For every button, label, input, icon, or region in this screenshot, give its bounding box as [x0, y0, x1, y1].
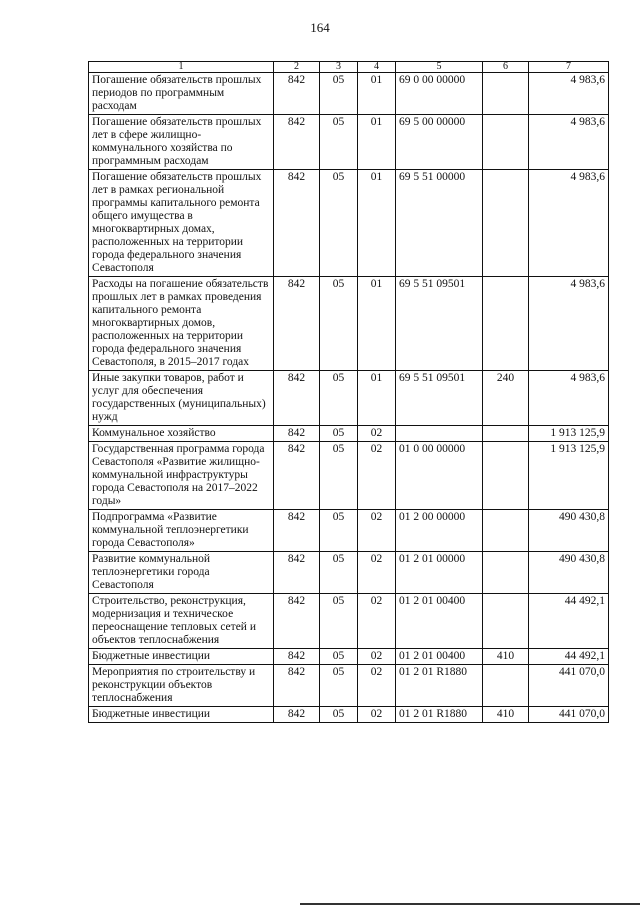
- cell-program: 69 5 51 09501: [396, 277, 483, 371]
- column-header-amount: 7: [529, 62, 609, 73]
- cell-program: 69 5 00 00000: [396, 115, 483, 170]
- cell-amount: 441 070,0: [529, 665, 609, 707]
- cell-section: 05: [320, 115, 358, 170]
- cell-expense-type: 240: [483, 371, 529, 426]
- cell-amount: 44 492,1: [529, 594, 609, 649]
- cell-expense-type: [483, 552, 529, 594]
- cell-ministry: 842: [274, 170, 320, 277]
- cell-amount: 490 430,8: [529, 552, 609, 594]
- column-header-name: 1: [89, 62, 274, 73]
- cell-program: 01 2 01 00400: [396, 649, 483, 665]
- cell-name: Коммунальное хозяйство: [89, 426, 274, 442]
- cell-amount: 4 983,6: [529, 277, 609, 371]
- cell-ministry: 842: [274, 115, 320, 170]
- table-row: [89, 510, 609, 552]
- cell-ministry: 842: [274, 442, 320, 510]
- cell-subsection: 02: [358, 510, 396, 552]
- cell-subsection: 02: [358, 665, 396, 707]
- column-header-ministry: 2: [274, 62, 320, 73]
- cell-ministry: 842: [274, 510, 320, 552]
- cell-name: Погашение обязательств прошлых лет в сфере жилищно-коммунального хозяйства по программным расходам: [89, 115, 274, 170]
- cell-program: [396, 426, 483, 442]
- cell-amount: 4 983,6: [529, 115, 609, 170]
- cell-expense-type: [483, 442, 529, 510]
- cell-amount: 44 492,1: [529, 649, 609, 665]
- cell-ministry: 842: [274, 707, 320, 723]
- column-header-expense-type: 6: [483, 62, 529, 73]
- cell-name: Бюджетные инвестиции: [89, 707, 274, 723]
- cell-amount: 4 983,6: [529, 371, 609, 426]
- table-row: [89, 170, 609, 277]
- cell-ministry: 842: [274, 277, 320, 371]
- cell-expense-type: [483, 510, 529, 552]
- cell-amount: 4 983,6: [529, 170, 609, 277]
- cell-expense-type: [483, 277, 529, 371]
- cell-section: 05: [320, 442, 358, 510]
- cell-name: Погашение обязательств прошлых периодов по программным расходам: [89, 73, 274, 115]
- column-header-section: 3: [320, 62, 358, 73]
- cell-ministry: 842: [274, 371, 320, 426]
- cell-ministry: 842: [274, 552, 320, 594]
- cell-program: 01 0 00 00000: [396, 442, 483, 510]
- cell-expense-type: 410: [483, 707, 529, 723]
- cell-expense-type: [483, 115, 529, 170]
- table-row: [89, 426, 609, 442]
- cell-name: Развитие коммунальной теплоэнергетики города Севастополя: [89, 552, 274, 594]
- cell-subsection: 02: [358, 594, 396, 649]
- cell-program: 01 2 00 00000: [396, 510, 483, 552]
- cell-program: 01 2 01 R1880: [396, 707, 483, 723]
- cell-name: Государственная программа города Севастополя «Развитие жилищно-коммунальной инфраструктуры города Севастополя на 2017–2022 годы»: [89, 442, 274, 510]
- cell-expense-type: [483, 426, 529, 442]
- cell-section: 05: [320, 426, 358, 442]
- cell-subsection: 02: [358, 707, 396, 723]
- cell-expense-type: [483, 594, 529, 649]
- cell-name: Мероприятия по строительству и реконструкции объектов теплоснабжения: [89, 665, 274, 707]
- cell-program: 01 2 01 00000: [396, 552, 483, 594]
- cell-subsection: 02: [358, 552, 396, 594]
- cell-subsection: 01: [358, 277, 396, 371]
- cell-section: 05: [320, 649, 358, 665]
- cell-section: 05: [320, 277, 358, 371]
- cell-ministry: 842: [274, 594, 320, 649]
- cell-expense-type: [483, 170, 529, 277]
- cell-name: Расходы на погашение обязательств прошлых лет в рамках проведения капитального ремонта многоквартирных домов, расположенных на территории города федерального значения Севастополя, в 2015–2017 годах: [89, 277, 274, 371]
- table-row: [89, 442, 609, 510]
- cell-section: 05: [320, 170, 358, 277]
- cell-section: 05: [320, 594, 358, 649]
- cell-amount: 441 070,0: [529, 707, 609, 723]
- cell-name: Погашение обязательств прошлых лет в рамках региональной программы капитального ремонта общего имущества в многоквартирных домах, расположенных на территории города федерального значения Севастополя: [89, 170, 274, 277]
- cell-amount: 1 913 125,9: [529, 442, 609, 510]
- table-row: [89, 552, 609, 594]
- table-row: [89, 649, 609, 665]
- table-row: [89, 277, 609, 371]
- cell-amount: 490 430,8: [529, 510, 609, 552]
- cell-ministry: 842: [274, 665, 320, 707]
- page-number: 164: [310, 20, 330, 35]
- cell-subsection: 01: [358, 371, 396, 426]
- cell-amount: 1 913 125,9: [529, 426, 609, 442]
- cell-name: Подпрограмма «Развитие коммунальной теплоэнергетики города Севастополя»: [89, 510, 274, 552]
- cell-subsection: 01: [358, 73, 396, 115]
- cell-expense-type: [483, 73, 529, 115]
- cell-name: Иные закупки товаров, работ и услуг для обеспечения государственных (муниципальных) нужд: [89, 371, 274, 426]
- cell-section: 05: [320, 552, 358, 594]
- table-header-row: [89, 62, 609, 73]
- cell-program: 01 2 01 00400: [396, 594, 483, 649]
- cell-name: Бюджетные инвестиции: [89, 649, 274, 665]
- cell-subsection: 01: [358, 170, 396, 277]
- cell-program: 01 2 01 R1880: [396, 665, 483, 707]
- table-row: [89, 115, 609, 170]
- cell-program: 69 0 00 00000: [396, 73, 483, 115]
- cell-expense-type: 410: [483, 649, 529, 665]
- cell-program: 69 5 51 09501: [396, 371, 483, 426]
- cell-section: 05: [320, 510, 358, 552]
- cell-section: 05: [320, 73, 358, 115]
- cell-section: 05: [320, 371, 358, 426]
- cell-ministry: 842: [274, 73, 320, 115]
- cell-section: 05: [320, 665, 358, 707]
- cell-ministry: 842: [274, 649, 320, 665]
- cell-subsection: 02: [358, 649, 396, 665]
- cell-amount: 4 983,6: [529, 73, 609, 115]
- cell-program: 69 5 51 00000: [396, 170, 483, 277]
- cell-name: Строительство, реконструкция, модернизация и техническое переоснащение тепловых сетей и объектов теплоснабжения: [89, 594, 274, 649]
- table-row: [89, 665, 609, 707]
- table-row: [89, 707, 609, 723]
- cell-subsection: 02: [358, 442, 396, 510]
- cell-ministry: 842: [274, 426, 320, 442]
- column-header-program: 5: [396, 62, 483, 73]
- table-row: [89, 594, 609, 649]
- cell-section: 05: [320, 707, 358, 723]
- cell-subsection: 02: [358, 426, 396, 442]
- cell-expense-type: [483, 665, 529, 707]
- table-row: [89, 371, 609, 426]
- column-header-subsection: 4: [358, 62, 396, 73]
- budget-table: [88, 61, 609, 723]
- table-row: [89, 73, 609, 115]
- cell-subsection: 01: [358, 115, 396, 170]
